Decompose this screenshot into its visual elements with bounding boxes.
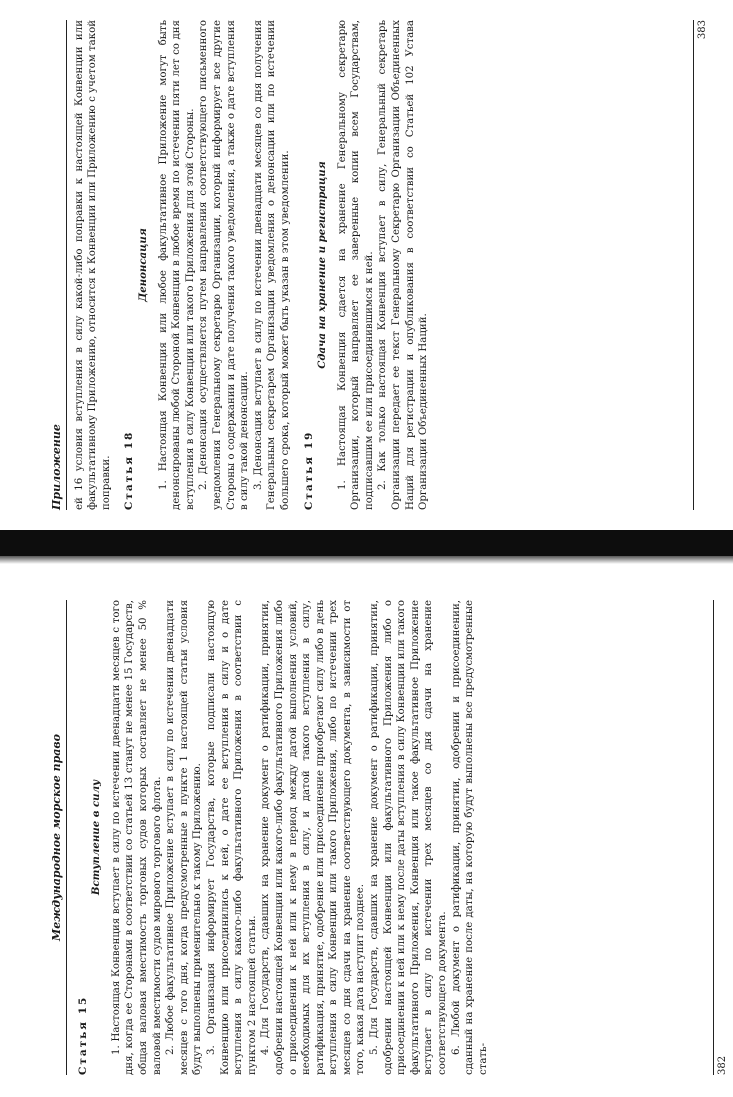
page-number: 383 (693, 20, 710, 510)
continuation-paragraph: ей 16 условия вступления в силу какой-либо поправки к настоящей Конвенции или факультативному Приложению, относится к Конвенции или Приложению с учетом такой поправки. (73, 20, 112, 510)
right-page (50, 20, 710, 510)
paragraph: 1. Настоящая Конвенция сдается на хранение Генеральному секретарю Организации, который направляет ее заверенные копии всем Государствам, подписавшим ее или присоединившимся к ней. (336, 20, 375, 510)
paragraph: 2. Любое факультативное Приложение вступает в силу по истечении двенадцати месяцев с того дня, когда предусмотренные в пункте 1 настоящей статьи условия будут выполнены применительно к такому Приложению. (165, 600, 204, 1075)
paragraph: 3. Денонсация вступает в силу по истечении двенадцати месяцев со дня получения Генеральным секретарем Организации уведомления о денонсации или по истечении большего срока, который может быть указан в этом уведомлении. (252, 20, 291, 510)
paragraph: 2. Как только настоящая Конвенция вступает в силу, Генеральный секретарь Организации передает ее текст Генеральному Секретарю Организации Объединенных Наций для регистрации и опубликования в соответствии со Статьей 102 Устава Организации Объединенных Наций. (377, 20, 430, 510)
paragraph: 5. Для Государств, сдавших на хранение документ о ратификации, принятии, одобрении настоящей Конвенции или факультативного Приложения либо о присоединении к ней или к нему после даты вступления в силу Конвенции или такого факультативного Приложения, Конвенция или такое факультативное Приложение вступает в силу по истечении трех месяцев со дня сдачи на хранение соответствующего документа. (369, 600, 449, 1075)
left-page (50, 600, 730, 1075)
running-head: Международное морское право (50, 600, 67, 1075)
article-number: Статья 19 (302, 430, 315, 510)
paragraph: 3. Организация информирует Государства, которые подписали настоящую Конвенцию или присоединились к ней, о дате ее вступления в силу и о дате вступления в силу какого-либо факультативного Приложения в соответствии с пунктом 2 настоящей статьи. (205, 600, 258, 1075)
page-number: 382 (713, 600, 730, 1075)
article-title: Сдача на хранение и регистрация (316, 161, 329, 369)
spine-shadow (0, 556, 733, 564)
paragraph: 1. Настоящая Конвенция вступает в силу по истечении двенадцати месяцев с того дня, когда ее Сторонами в соответствии со статьей 13 станут не менее 15 Государств, общая валовая вместимость торговых судов которых составляет не менее 50 % валовой вместимости судов мирового торгового флота. (110, 600, 163, 1075)
paragraph: 6. Любой документ о ратификации, принятии, одобрении и присоединении, сданный на хранение после даты, на которую будут выполнены все предусмотренные стать- (450, 600, 489, 1075)
article-number: Статья 15 (76, 995, 89, 1075)
book-spine (0, 530, 733, 556)
paragraph: 1. Настоящая Конвенция или любое факультативное Приложение могут быть денонсированы любой Стороной Конвенции в любое время по истечении пяти лет со дня вступления в силу Конвенции или такого Приложения для этой Стороны. (157, 20, 196, 510)
running-head: Приложение (50, 20, 67, 510)
article-number: Статья 18 (123, 430, 136, 510)
paragraph: 4. Для Государств, сдавших на хранение документ о ратификации, принятии, одобрении настоящей Конвенции или какого-либо факультативного Приложения либо о присоединении к ней или к нему в период между датой выполнения условий, необходимых для их вступления в силу, и датой такого вступления в силу, ратификация, принятие, одобрение или присоединение приобретают силу либо в день вступления в силу Конвенции или такого Приложения, либо по истечении трех месяцев со дня сдачи на хранение соответствующего документа, в зависимости от того, какая дата наступит позднее. (260, 600, 367, 1075)
article-title: Вступление в силу (90, 779, 103, 896)
paragraph: 2. Денонсация осуществляется путем направления соответствующего письменного уведомления Генеральному секретарю Организации, который информирует все другие Стороны о содержании и дате получения такого уведомления, а также о дате вступления в силу такой денонсации. (198, 20, 251, 510)
article-title: Денонсация (136, 228, 149, 302)
